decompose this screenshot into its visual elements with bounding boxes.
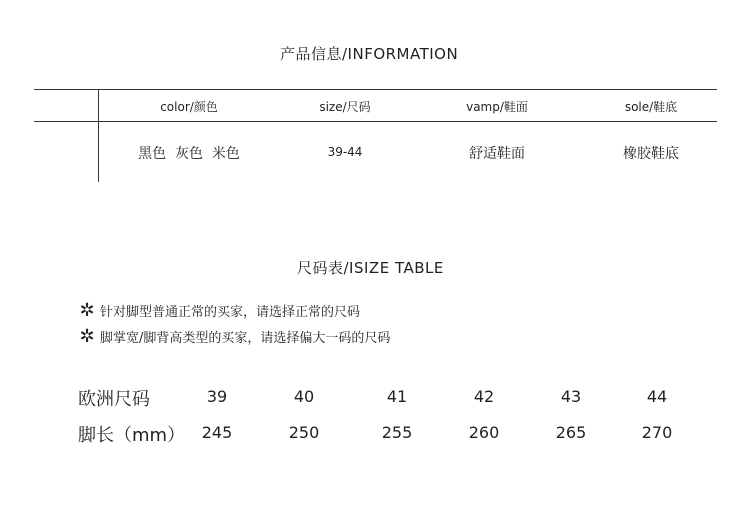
size-cell: 265 [555,423,587,442]
size-cell: 250 [288,423,320,442]
size-cell: 260 [468,423,500,442]
size-cell: 44 [646,387,668,406]
header-sole: sole/鞋底 [624,100,678,114]
size-cell: 39 [206,387,228,406]
info-title: 产品信息/INFORMATION [280,45,459,63]
header-size: size/尺码 [319,100,371,114]
value-vamp: 舒适鞋面 [469,146,525,162]
table-header-divider [34,121,717,122]
row-label-foot-length: 脚长（mm） [78,425,186,446]
header-vamp: vamp/鞋面 [466,100,528,114]
size-cell: 43 [560,387,582,406]
value-sole: 橡胶鞋底 [623,146,679,162]
star-icon: ✲ [79,325,95,347]
value-color: 黑色 灰色 米色 [138,146,240,162]
value-size: 39-44 [327,145,363,159]
note-text: 脚掌宽/脚背高类型的买家，请选择偏大一码的尺码 [100,331,391,346]
note-item [78,327,390,346]
size-cell: 245 [201,423,233,442]
header-color: color/颜色 [160,100,218,114]
size-cell: 42 [473,387,495,406]
size-cell: 270 [641,423,673,442]
note-item [78,301,360,320]
row-label-eu-size: 欧洲尺码 [78,389,150,410]
table-left-divider [98,89,99,182]
note-text: 针对脚型普通正常的买家，请选择正常的尺码 [100,305,361,320]
size-cell: 41 [386,387,408,406]
table-top-border [34,89,717,90]
size-cell: 40 [293,387,315,406]
size-table-title: 尺码表/ISIZE TABLE [297,259,444,277]
star-icon: ✲ [79,299,95,321]
size-cell: 255 [381,423,413,442]
